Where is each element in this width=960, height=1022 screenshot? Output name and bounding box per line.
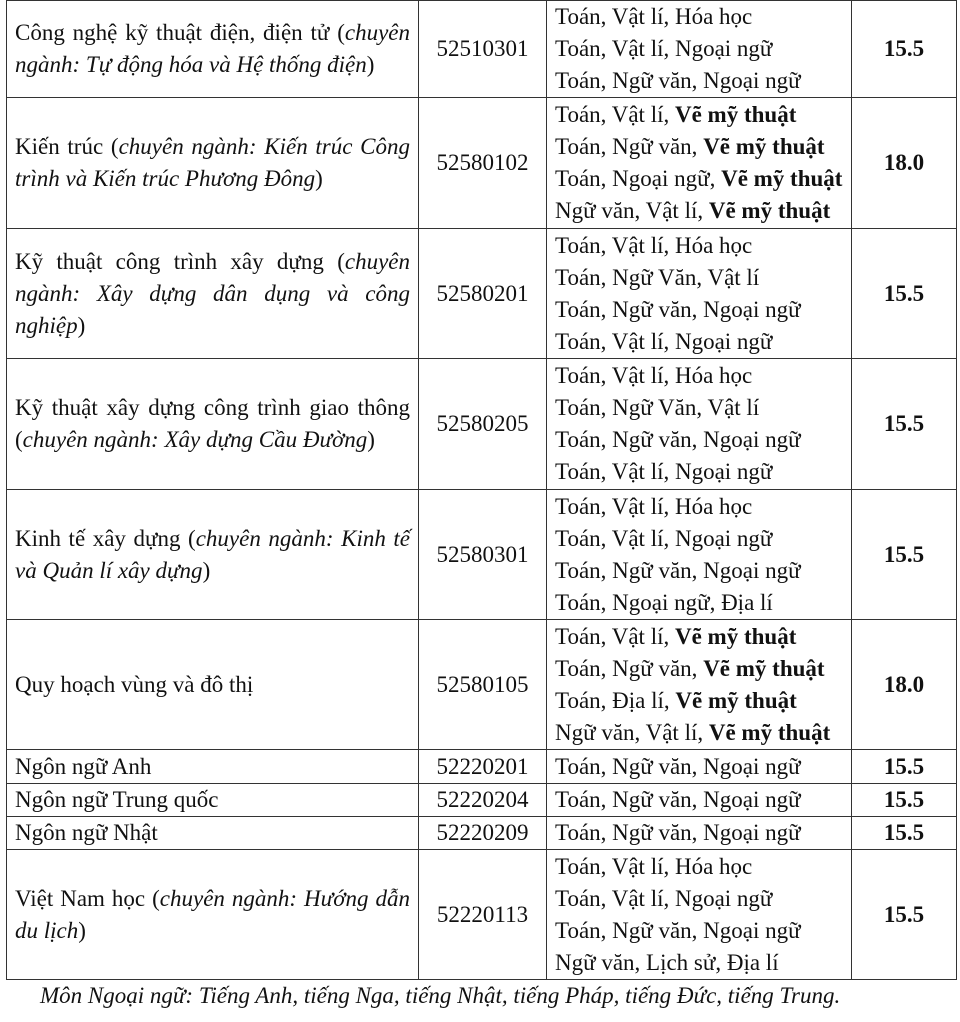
combination-subjects: Toán, Vật lí, Hóa học: [555, 232, 753, 258]
table-row: [7, 98, 957, 229]
major-specialization: chuyên ngành: Kinh tế và Quản lí xây dựng: [15, 525, 410, 583]
major-cell: [7, 817, 419, 850]
combination-subjects: Toán, Ngữ văn, Ngoại ngữ: [555, 820, 801, 845]
subject-combination: [555, 685, 843, 717]
admission-score: 15.5: [852, 229, 957, 359]
admission-score: 15.5: [852, 817, 957, 850]
major-cell: Công nghệ kỹ thuật điện, điện tử (chuyên ngành: Tự động hóa và Hệ thống điện): [7, 1, 419, 98]
combination-subjects: Toán, Ngữ văn, Ngoại ngữ: [555, 296, 801, 322]
subject-combination: [555, 195, 843, 227]
major-cell: [7, 750, 419, 784]
combination-subjects: Toán, Vật lí, Ngoại ngữ: [555, 885, 773, 911]
table-row: [7, 850, 957, 980]
major-name: Quy hoạch vùng và đô thị: [15, 671, 254, 697]
major-specialization: chuyên ngành: Xây dựng Cầu Đường: [22, 427, 368, 452]
table-row: [7, 490, 957, 620]
combination-subjects: Toán, Vật lí, Hóa học: [555, 493, 753, 519]
subject-combination: [555, 392, 843, 424]
major-code: 52580105: [419, 620, 547, 750]
admission-score: 15.5: [852, 1, 957, 98]
subject-combination: [555, 491, 843, 523]
major-code: 52510301: [419, 1, 547, 98]
combination-subjects: Toán, Vật lí, Hóa học: [555, 363, 753, 388]
combination-subjects: Toán, Vật lí, Ngoại ngữ: [555, 459, 773, 484]
major-name: Ngôn ngữ Trung quốc: [15, 787, 219, 812]
major-name: Công nghệ kỹ thuật điện, điện tử: [15, 20, 330, 45]
combination-drawing-subject: Vẽ mỹ thuật: [703, 655, 825, 681]
combination-subjects: Toán, Ngữ văn, Ngoại ngữ: [555, 427, 801, 452]
major-code: 52580102: [419, 98, 547, 229]
subject-combination: [555, 883, 843, 915]
major-code: 52220209: [419, 817, 547, 850]
subject-combinations: [547, 359, 852, 490]
subject-combination: [555, 262, 843, 294]
major-specialization: chuyên ngành: Tự động hóa và Hệ thống điện: [15, 20, 410, 77]
subject-combination: [555, 33, 843, 65]
subject-combination: [555, 653, 843, 685]
subject-combination: [555, 424, 843, 456]
major-cell: [7, 620, 419, 750]
major-code: 52220204: [419, 784, 547, 817]
major-code: 52580301: [419, 490, 547, 620]
subject-combination: [555, 326, 843, 358]
combination-subjects: Toán, Ngữ văn,: [555, 134, 704, 159]
major-specialization: chuyên ngành: Xây dựng dân dụng và công nghiệp: [15, 248, 411, 338]
combination-drawing-subject: Vẽ mỹ thuật: [721, 166, 843, 191]
combination-subjects: Ngữ văn, Vật lí,: [555, 198, 709, 223]
combination-subjects: Toán, Vật lí, Ngoại ngữ: [555, 328, 773, 354]
combination-subjects: Ngữ văn, Vật lí,: [555, 719, 709, 745]
major-name: Ngôn ngữ Nhật: [15, 820, 158, 845]
combination-drawing-subject: Vẽ mỹ thuật: [675, 687, 797, 713]
major-cell: Kiến trúc (chuyên ngành: Kiến trúc Công trình và Kiến trúc Phương Đông): [7, 98, 419, 229]
major-code: 52580201: [419, 229, 547, 359]
subject-combination: [555, 751, 843, 783]
major-name: Kỹ thuật công trình xây dựng: [15, 248, 324, 274]
combination-subjects: Toán, Ngữ Văn, Vật lí: [555, 395, 760, 420]
subject-combinations: [547, 98, 852, 229]
combination-drawing-subject: Vẽ mỹ thuật: [703, 134, 825, 159]
major-code: 52220113: [419, 850, 547, 980]
combination-subjects: Toán, Vật lí, Hóa học: [555, 853, 753, 879]
major-name: Việt Nam học: [15, 885, 146, 911]
table-row: [7, 784, 957, 817]
admission-score: 15.5: [852, 359, 957, 490]
major-code: 52220201: [419, 750, 547, 784]
admission-score: 15.5: [852, 784, 957, 817]
combination-subjects: Toán, Ngữ văn, Ngoại ngữ: [555, 68, 801, 93]
major-name: Kỹ thuật xây dựng công trình giao thông: [15, 395, 410, 420]
table-row: [7, 817, 957, 850]
subject-combination: [555, 587, 843, 619]
combination-subjects: Toán, Vật lí,: [555, 102, 675, 127]
table-row: [7, 620, 957, 750]
subject-combination: [555, 817, 843, 849]
admission-score: 15.5: [852, 490, 957, 620]
subject-combinations: [547, 620, 852, 750]
admission-score: 15.5: [852, 750, 957, 784]
subject-combination: [555, 784, 843, 816]
subject-combination: [555, 555, 843, 587]
subject-combinations: [547, 850, 852, 980]
combination-subjects: Toán, Ngữ văn, Ngoại ngữ: [555, 787, 801, 812]
subject-combination: [555, 915, 843, 947]
admission-score: 15.5: [852, 850, 957, 980]
major-specialization: chuyên ngành: Hướng dẫn du lịch: [15, 885, 410, 943]
table-row: [7, 750, 957, 784]
subject-combination: [555, 523, 843, 555]
subject-combination: [555, 131, 843, 163]
subject-combinations: [547, 784, 852, 817]
subject-combinations: [547, 1, 852, 98]
combination-subjects: Toán, Ngữ văn, Ngoại ngữ: [555, 917, 801, 943]
subject-combination: [555, 947, 843, 979]
subject-combinations: [547, 817, 852, 850]
major-cell: Kỹ thuật công trình xây dựng (chuyên ngành: Xây dựng dân dụng và công nghiệp): [7, 229, 419, 359]
combination-subjects: Toán, Ngoại ngữ,: [555, 166, 722, 191]
combination-drawing-subject: Vẽ mỹ thuật: [674, 623, 797, 649]
table-body: [7, 1, 957, 980]
admission-score: 18.0: [852, 620, 957, 750]
subject-combination: [555, 360, 843, 392]
admission-score: 18.0: [852, 98, 957, 229]
combination-drawing-subject: Vẽ mỹ thuật: [708, 198, 831, 223]
table-row: [7, 359, 957, 490]
subject-combination: [555, 621, 843, 653]
foreign-language-note: Môn Ngoại ngữ: Tiếng Anh, tiếng Nga, tiếng Nhật, tiếng Pháp, tiếng Đức, tiếng Trung.: [40, 983, 841, 1008]
subject-combination: [555, 1, 843, 33]
subject-combination: [555, 99, 843, 131]
major-code: 52580205: [419, 359, 547, 490]
subject-combination: [555, 294, 843, 326]
combination-drawing-subject: Vẽ mỹ thuật: [674, 102, 797, 127]
combination-subjects: Toán, Ngoại ngữ, Địa lí: [555, 589, 773, 615]
subject-combination: [555, 163, 843, 195]
subject-combination: [555, 456, 843, 488]
subject-combinations: [547, 750, 852, 784]
major-specialization: chuyên ngành: Kiến trúc Công trình và Kiến trúc Phương Đông: [15, 134, 410, 191]
table-row: [7, 229, 957, 359]
combination-subjects: Ngữ văn, Lịch sử, Địa lí: [555, 949, 779, 975]
combination-drawing-subject: Vẽ mỹ thuật: [708, 719, 831, 745]
major-cell: Kinh tế xây dựng (chuyên ngành: Kinh tế và Quản lí xây dựng): [7, 490, 419, 620]
major-cell: [7, 784, 419, 817]
major-cell: Việt Nam học (chuyên ngành: Hướng dẫn du lịch): [7, 850, 419, 980]
combination-subjects: Toán, Ngữ văn, Ngoại ngữ: [555, 753, 801, 779]
combination-subjects: Toán, Địa lí,: [555, 687, 676, 713]
subject-combination: [555, 851, 843, 883]
combination-subjects: Toán, Vật lí, Hóa học: [555, 4, 753, 29]
subject-combination: [555, 717, 843, 749]
major-cell: Kỹ thuật xây dựng công trình giao thông (chuyên ngành: Xây dựng Cầu Đường): [7, 359, 419, 490]
admissions-table-container: [6, 0, 956, 980]
subject-combination: [555, 65, 843, 97]
table-row: [7, 1, 957, 98]
combination-subjects: Toán, Ngữ Văn, Vật lí: [555, 264, 760, 290]
admissions-score-table: [6, 0, 957, 980]
combination-subjects: Toán, Ngữ văn, Ngoại ngữ: [555, 557, 801, 583]
combination-subjects: Toán, Vật lí,: [555, 623, 675, 649]
major-name: Kiến trúc: [15, 134, 104, 159]
major-name: Kinh tế xây dựng: [15, 525, 181, 551]
subject-combination: [555, 230, 843, 262]
combination-subjects: Toán, Vật lí, Ngoại ngữ: [555, 36, 773, 61]
combination-subjects: Toán, Vật lí, Ngoại ngữ: [555, 525, 773, 551]
combination-subjects: Toán, Ngữ văn,: [555, 655, 704, 681]
subject-combinations: [547, 229, 852, 359]
major-name: Ngôn ngữ Anh: [15, 753, 152, 779]
subject-combinations: [547, 490, 852, 620]
